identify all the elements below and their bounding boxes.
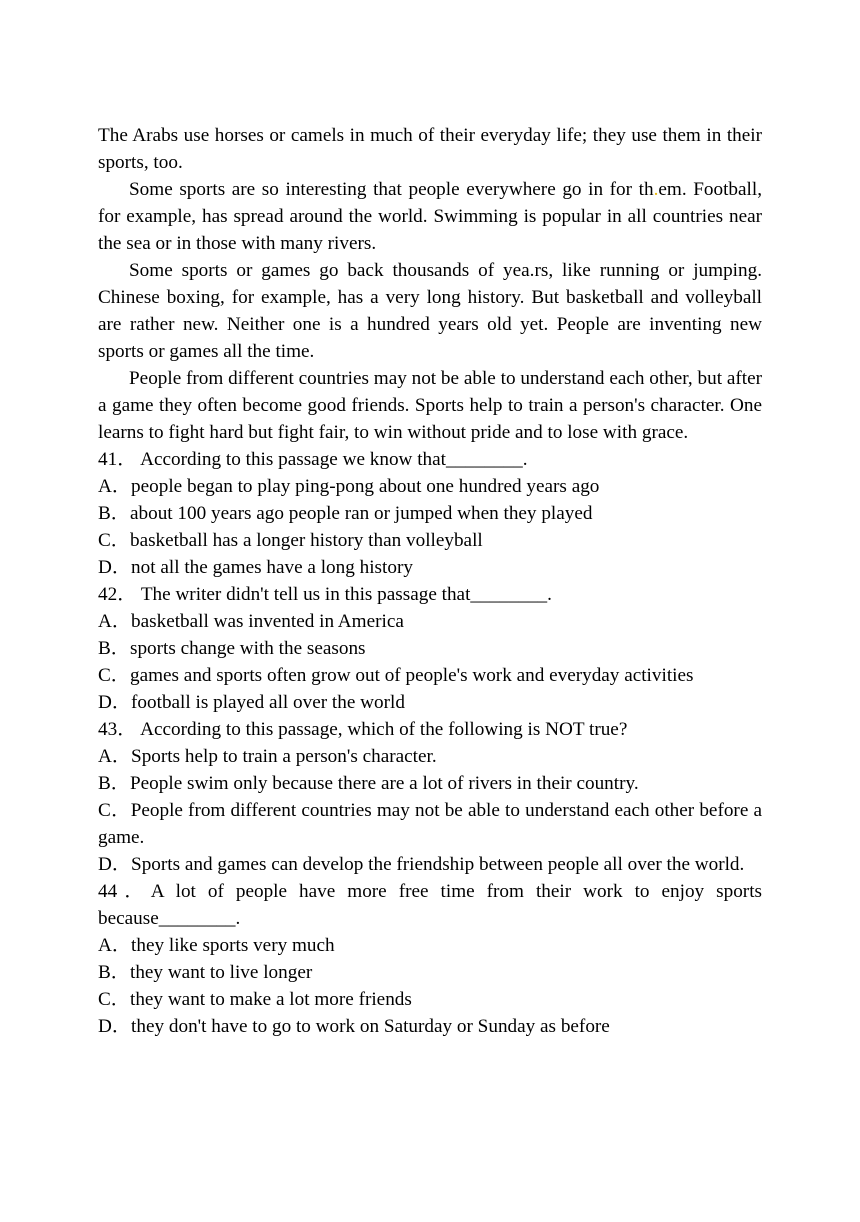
question-41-option-a: A．people began to play ping-pong about one hundred years ago	[98, 476, 600, 497]
question-44-stem: 44．A lot of people have more free time from their work to enjoy sports because________.	[98, 881, 762, 929]
passage-paragraph-2	[98, 176, 762, 257]
passage-paragraph-4: People from different countries may not be able to understand each other, but after a game they often become good friends. Sports help to train a person's character. One learns to fight hard but fight fair, to win without pride and to lose with grace.	[98, 368, 762, 443]
question-43-stem: 43． According to this passage, which of the following is NOT true?	[98, 719, 628, 740]
question-42-option-c: C．games and sports often grow out of people's work and everyday activities	[98, 665, 694, 686]
document-page	[98, 122, 762, 1040]
question-43-option-c: C．People from different countries may not be able to understand each other before a game.	[98, 800, 762, 848]
question-42-option-d: D．football is played all over the world	[98, 692, 405, 713]
question-43-option-b: B．People swim only because there are a lot of rivers in their country.	[98, 773, 639, 794]
question-42-option-a: A．basketball was invented in America	[98, 611, 404, 632]
paragraph-2-text-start: Some sports are so interesting that people everywhere go in for th	[129, 179, 654, 200]
question-44-option-d: D．they don't have to go to work on Saturday or Sunday as before	[98, 1016, 610, 1037]
question-43-option-a: A．Sports help to train a person's character.	[98, 746, 437, 767]
question-42-stem: 42． The writer didn't tell us in this passage that________.	[98, 584, 552, 605]
question-44-option-c: C．they want to make a lot more friends	[98, 989, 412, 1010]
paragraph-2-text-end: em. Football, for example, has spread around the world. Swimming is popular in all countries near the sea or in those with many rivers.	[98, 179, 763, 254]
question-44-option-a: A．they like sports very much	[98, 935, 335, 956]
highlighted-dot: .	[653, 179, 659, 200]
question-41-option-b: B．about 100 years ago people ran or jumped when they played	[98, 503, 593, 524]
question-41-option-d: D．not all the games have a long history	[98, 557, 413, 578]
passage-paragraph-3: Some sports or games go back thousands of yea.rs, like running or jumping. Chinese boxing, for example, has a very long history. But basketball and volleyball are rather new. Neither one is a hundred years old yet. People are inventing new sports or games all the time.	[98, 260, 762, 362]
question-44-option-b: B．they want to live longer	[98, 962, 313, 983]
question-43-option-d: D．Sports and games can develop the friendship between people all over the world.	[98, 854, 745, 875]
question-42-option-b: B．sports change with the seasons	[98, 638, 366, 659]
question-41-stem: 41． According to this passage we know that________.	[98, 449, 528, 470]
passage-paragraph-1: The Arabs use horses or camels in much of their everyday life; they use them in their sports, too.	[98, 125, 762, 173]
question-41-option-c: C．basketball has a longer history than volleyball	[98, 530, 483, 551]
